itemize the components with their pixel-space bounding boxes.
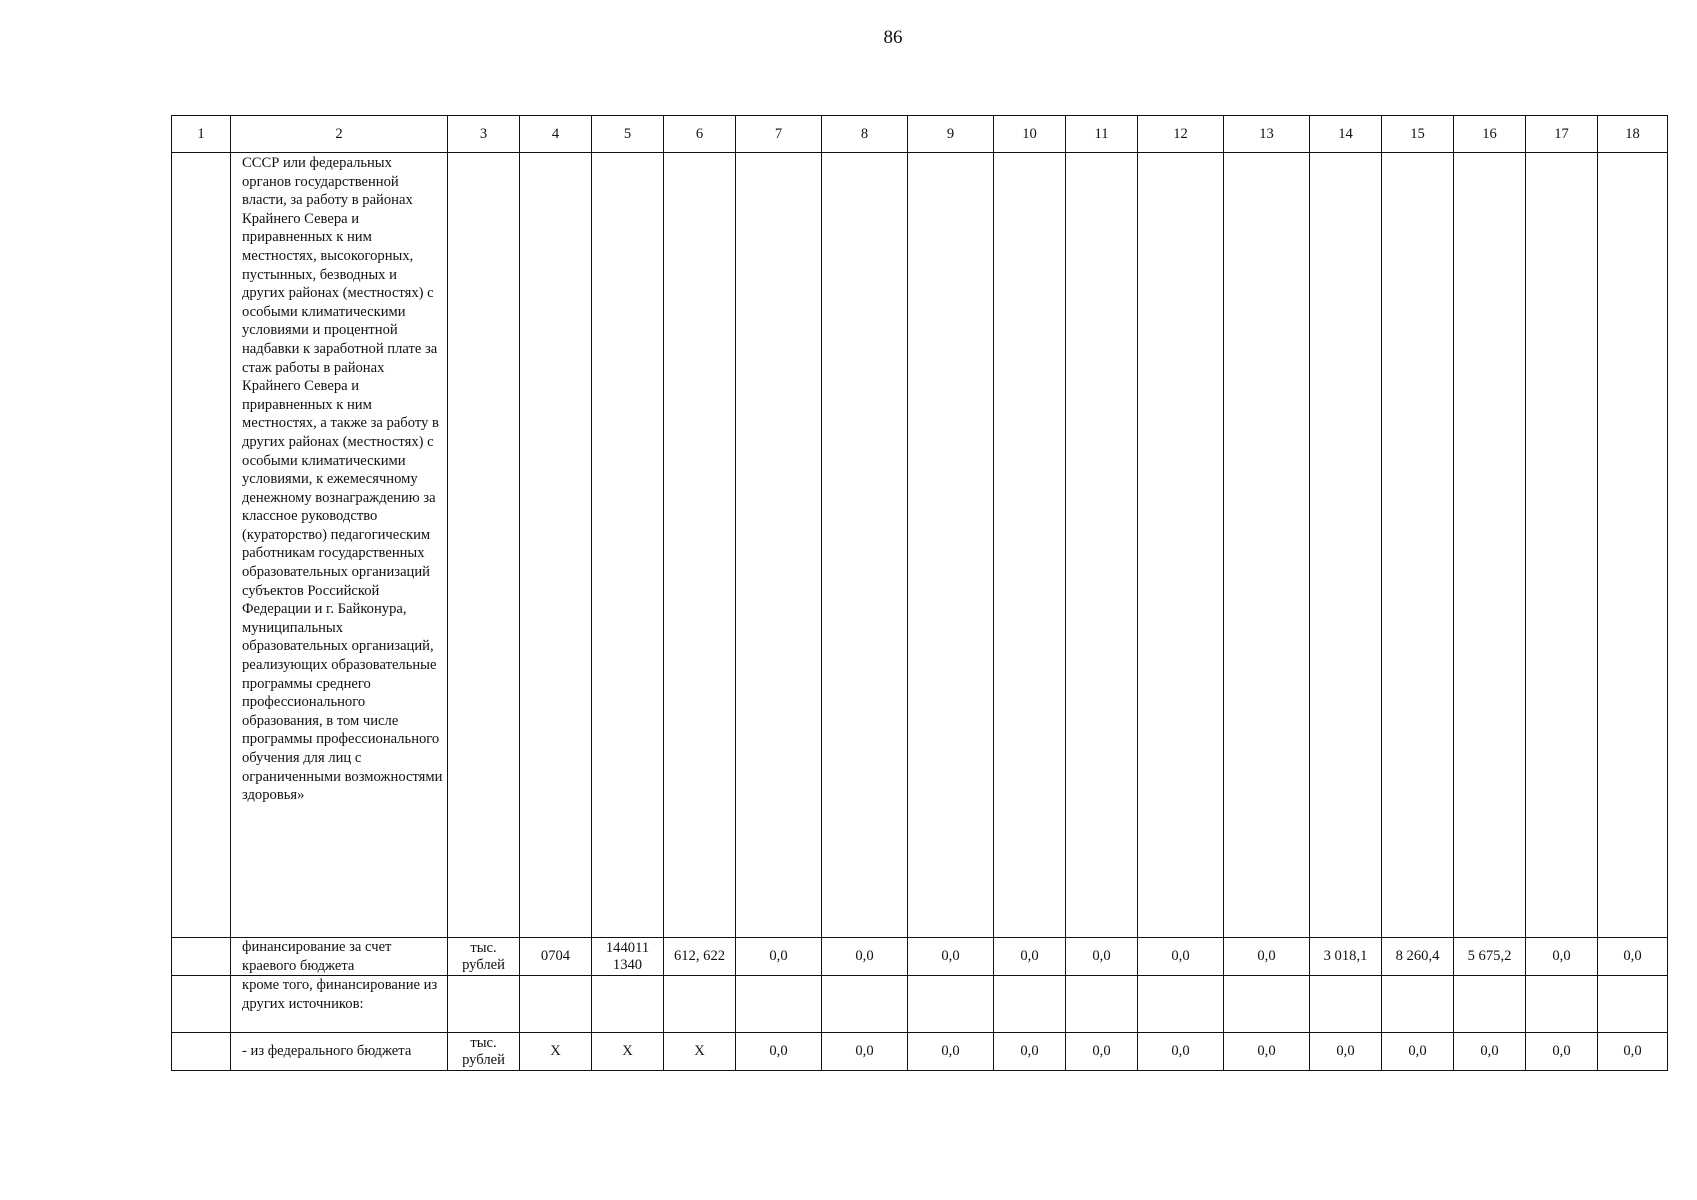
column-number: 9 — [908, 116, 994, 153]
value-cell: 0,0 — [1598, 1033, 1668, 1071]
code-cell — [592, 976, 664, 1033]
table-row — [172, 938, 1668, 976]
value-cell — [994, 153, 1066, 938]
column-number: 10 — [994, 116, 1066, 153]
value-cell: 0,0 — [994, 938, 1066, 976]
value-cell — [1526, 976, 1598, 1033]
unit-cell — [448, 1033, 520, 1071]
column-number: 5 — [592, 116, 664, 153]
value-cell — [736, 976, 822, 1033]
value-cell — [1066, 153, 1138, 938]
value-cell — [1224, 976, 1310, 1033]
column-number: 18 — [1598, 116, 1668, 153]
value-cell — [1066, 976, 1138, 1033]
column-number: 12 — [1138, 116, 1224, 153]
value-cell: 0,0 — [1454, 1033, 1526, 1071]
unit-text: тыс. рублей — [462, 939, 505, 973]
value-cell: 0,0 — [1382, 1033, 1454, 1071]
value-cell: 0,0 — [1224, 938, 1310, 976]
value-cell — [908, 976, 994, 1033]
row-number-cell — [172, 153, 231, 938]
table-row — [172, 1033, 1668, 1071]
row-description: кроме того, финансирование из других источников: — [231, 976, 448, 1033]
column-number: 11 — [1066, 116, 1138, 153]
value-cell: 0,0 — [1310, 1033, 1382, 1071]
budget-table — [171, 115, 1668, 1071]
column-number: 14 — [1310, 116, 1382, 153]
value-cell: 0,0 — [1138, 938, 1224, 976]
value-cell — [1454, 976, 1526, 1033]
value-cell — [1382, 976, 1454, 1033]
value-cell — [994, 976, 1066, 1033]
value-cell: 8 260,4 — [1382, 938, 1454, 976]
value-cell — [822, 153, 908, 938]
code-text: 144011 1340 — [605, 939, 650, 973]
unit-cell — [448, 976, 520, 1033]
code-cell — [520, 976, 592, 1033]
column-number-row — [172, 116, 1668, 153]
value-cell — [1310, 153, 1382, 938]
value-cell: 0,0 — [1138, 1033, 1224, 1071]
column-number: 4 — [520, 116, 592, 153]
value-cell: 3 018,1 — [1310, 938, 1382, 976]
value-cell: 0,0 — [1066, 938, 1138, 976]
column-number: 3 — [448, 116, 520, 153]
column-number: 7 — [736, 116, 822, 153]
value-cell — [1382, 153, 1454, 938]
value-cell: 0,0 — [1066, 1033, 1138, 1071]
code-cell: 0704 — [520, 938, 592, 976]
value-cell — [1224, 153, 1310, 938]
table-row — [172, 976, 1668, 1033]
value-cell — [1454, 153, 1526, 938]
code-cell: Х — [664, 1033, 736, 1071]
code-cell: Х — [520, 1033, 592, 1071]
table-row — [172, 153, 1668, 938]
column-number: 6 — [664, 116, 736, 153]
code-cell: Х — [592, 1033, 664, 1071]
row-number-cell — [172, 1033, 231, 1071]
unit-cell — [448, 153, 520, 938]
value-cell: 0,0 — [908, 1033, 994, 1071]
code-cell — [592, 153, 664, 938]
value-cell — [1598, 153, 1668, 938]
value-cell — [908, 153, 994, 938]
value-cell — [1138, 976, 1224, 1033]
code-cell — [664, 938, 736, 976]
value-cell — [1310, 976, 1382, 1033]
code-cell — [664, 976, 736, 1033]
value-cell: 0,0 — [822, 1033, 908, 1071]
code-cell — [664, 153, 736, 938]
value-cell: 0,0 — [1224, 1033, 1310, 1071]
value-cell — [1598, 976, 1668, 1033]
row-number-cell — [172, 976, 231, 1033]
value-cell — [822, 976, 908, 1033]
value-cell: 0,0 — [1526, 1033, 1598, 1071]
row-description: СССР или федеральных органов государственной власти, за работу в районах Крайнего Севера и приравненных к ним местностях, высокогорных, пустынных, безводных и других районах (местностях) с особыми климатическими условиями и процентной надбавки к заработной плате за стаж работы в районах Крайнего Севера и приравненных к ним местностях, а также за работу в других районах (местностях) с особыми климатическими условиями, к ежемесячному денежному вознаграждению за классное руководство (кураторство) педагогическим работникам государственных образовательных организаций субъектов Российской Федерации и г. Байконура, муниципальных образовательных организаций, реализующих образовательные программы среднего профессионального образования, в том числе программы профессионального обучения для лиц с ограниченными возможностями здоровья» — [231, 153, 448, 938]
row-description: - из федерального бюджета — [231, 1033, 448, 1071]
value-cell — [736, 153, 822, 938]
column-number: 17 — [1526, 116, 1598, 153]
unit-text: тыс. рублей — [462, 1034, 505, 1068]
code-text: 612, 622 — [673, 948, 726, 965]
row-number-cell — [172, 938, 231, 976]
code-cell — [520, 153, 592, 938]
column-number: 16 — [1454, 116, 1526, 153]
value-cell — [1138, 153, 1224, 938]
value-cell — [1526, 153, 1598, 938]
value-cell: 5 675,2 — [1454, 938, 1526, 976]
code-cell — [592, 938, 664, 976]
value-cell: 0,0 — [822, 938, 908, 976]
value-cell: 0,0 — [1598, 938, 1668, 976]
value-cell: 0,0 — [994, 1033, 1066, 1071]
value-cell: 0,0 — [736, 938, 822, 976]
value-cell: 0,0 — [736, 1033, 822, 1071]
page-number: 86 — [883, 27, 903, 48]
value-cell: 0,0 — [908, 938, 994, 976]
unit-cell — [448, 938, 520, 976]
value-cell: 0,0 — [1526, 938, 1598, 976]
column-number: 13 — [1224, 116, 1310, 153]
column-number: 1 — [172, 116, 231, 153]
column-number: 2 — [231, 116, 448, 153]
column-number: 8 — [822, 116, 908, 153]
column-number: 15 — [1382, 116, 1454, 153]
row-description: финансирование за счет краевого бюджета — [231, 938, 448, 976]
